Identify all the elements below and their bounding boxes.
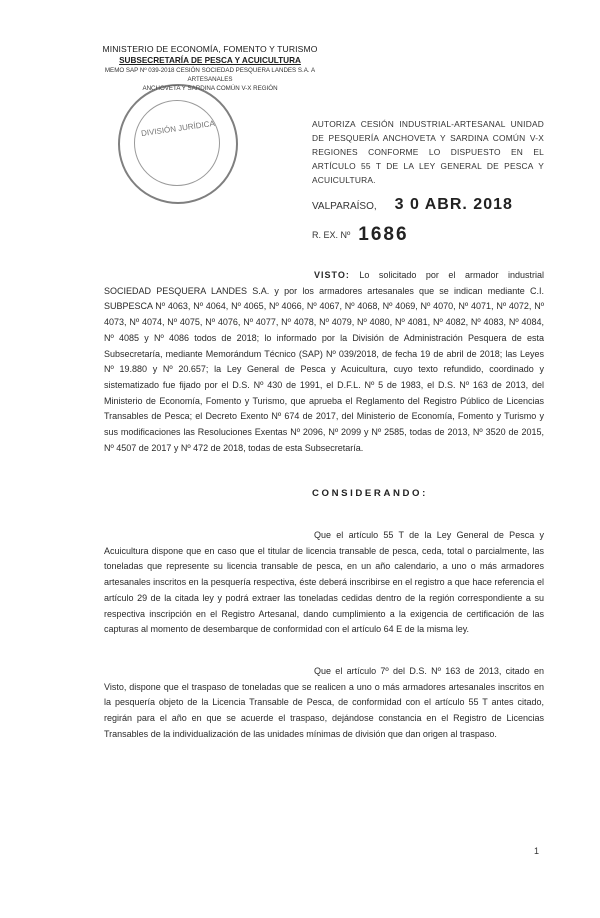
resolution-number: 1686 (358, 224, 409, 245)
memo-artesanales: ARTESANALES (187, 76, 233, 83)
stamp-inner-ring (134, 100, 220, 186)
date-place: VALPARAÍSO, (312, 201, 377, 212)
division-juridica-stamp (118, 84, 238, 204)
date-stamp: 3 0 ABR. 2018 (394, 196, 513, 213)
resolution-number-line (312, 224, 409, 246)
resolution-subject: AUTORIZA CESIÓN INDUSTRIAL-ARTESANAL UNIDAD DE PESQUERÍA ANCHOVETA Y SARDINA COMÚN V-X REGIONES CONFORME LO DISPUESTO EN EL ARTÍCULO 55 T DE LA LEY GENERAL DE PESCA Y ACUICULTURA. (312, 119, 544, 185)
stamp-text: DIVISIÓN JURÍDICA (140, 118, 216, 139)
subsecretaria-name: SUBSECRETARÍA DE PESCA Y ACUICULTURA (119, 56, 301, 65)
memo-reference: MEMO SAP Nº 039-2018 CESIÓN SOCIEDAD PESQUERA LANDES S.A. A (104, 67, 316, 74)
visto-paragraph (104, 268, 544, 456)
ministry-name: MINISTERIO DE ECONOMÍA, FOMENTO Y TURISMO (102, 44, 318, 54)
page-number: 1 (534, 846, 540, 856)
letterhead (60, 44, 360, 93)
considerando-heading: CONSIDERANDO: (312, 488, 428, 499)
visto-label: VISTO: (314, 270, 350, 280)
memo-species-region: ANCHOVETA Y SARDINA COMÚN V-X REGIÓN (142, 85, 278, 92)
visto-text: Lo solicitado por el armador industrial SOCIEDAD PESQUERA LANDES S.A. y por los armadores artesanales que se indican mediante C.I. SUBPESCA Nº 4063, Nº 4064, Nº 4065, Nº 4066, Nº 4067, Nº 4068, Nº 4069, Nº 4070, Nº 4071, Nº 4072, Nº 4073, Nº 4074, Nº 4075, Nº 4076, Nº 4077, Nº 4078, Nº 4079, Nº 4080, Nº 4081, Nº 4082, Nº 4083, Nº 4084, Nº 4085 y Nº 4086 todos de 2018; lo informado por la División de Administración Pesquera de esta Subsecretaría, mediante Memorándum Técnico (SAP) Nº 039/2018, de fecha 19 de abril de 2018; las Leyes Nº 19.880 y Nº 20.657; la Ley General de Pesca y Acuicultura, cuyo texto refundido, coordinado y sistematizado fue fijado por el D.S. Nº 430 de 1991, el D.F.L. Nº 5 de 1983, el D.S. Nº 163 de 2013, del Ministerio de Economía, Fomento y Turismo, que aprueba el Reglamento del Registro Público de Licencias Transables de Pesca; el Decreto Exento Nº 674 de 2017, del Ministerio de Economía, Fomento y Turismo y sus modificaciones las Resoluciones Exentas Nº 2096, Nº 2099 y Nº 2585, todas de 2013, Nº 3520 de 2015, Nº 4507 de 2017 y Nº 472 de 2018, todas de esta Subsecretaría. (104, 270, 544, 453)
considerando-paragraph: Que el artículo 55 T de la Ley General de Pesca y Acuicultura dispone que en caso que el titular de licencia transable de pesca, ceda, total o parcialmente, las toneladas que represente su licencia transable de pesca, en un año calendario, a uno o más armadores artesanales inscritos en la pesquería respectiva, éste deberá inscribirse en el registro a que hace referencia el artículo 29 de la citada ley y podrá extraer las toneladas cedidas dentro de la región correspondiente a su respectiva inscripción en el Registro Artesanal, dando cumplimiento a la exigencia de certificación de las capturas al momento de desembarque de conformidad con el artículo 64 E de la misma ley. (104, 530, 544, 635)
considerando-paragraph: Que el artículo 7º del D.S. Nº 163 de 2013, citado en Visto, dispone que el traspaso de toneladas que se realicen a uno o más armadores artesanales inscritos en la pesquería objeto de la Licencia Transable de Pesca, de conformidad con el artículo 55 T antes citado, regirán para el año en que se acuerde el traspaso, dejándose constancia en el Registro de Licencias Transables de la individualización de las unidades mínimas de división que dan origen al traspaso. (104, 666, 544, 739)
resolution-label: R. EX. Nº (312, 230, 351, 240)
date-line (312, 196, 513, 214)
